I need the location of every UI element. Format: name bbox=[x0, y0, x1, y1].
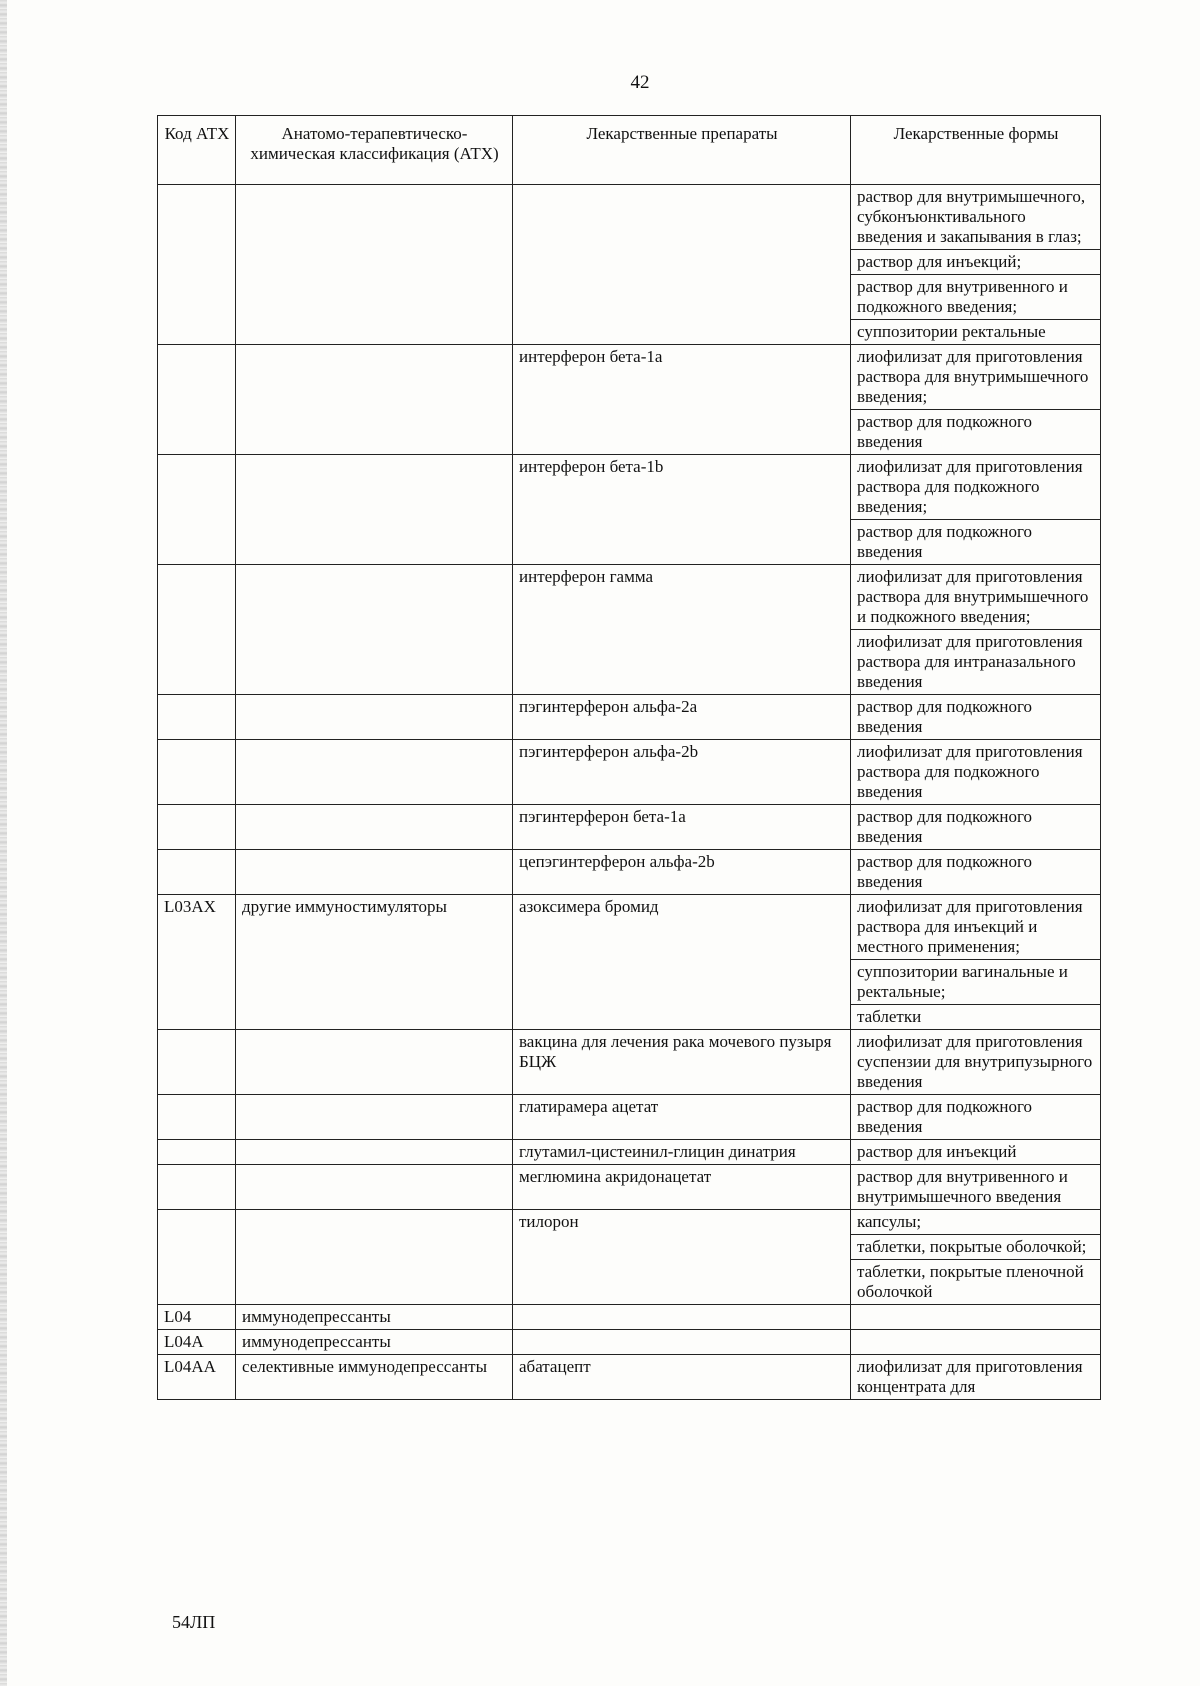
table-row bbox=[158, 850, 1101, 895]
code-cell: L04 bbox=[158, 1305, 236, 1330]
classification-cell bbox=[236, 805, 513, 850]
table-header-row bbox=[158, 116, 1101, 185]
code-cell: L04A bbox=[158, 1330, 236, 1355]
code-cell bbox=[158, 740, 236, 805]
classification-cell bbox=[236, 345, 513, 455]
table-row bbox=[158, 345, 1101, 410]
form-cell: раствор для инъекций bbox=[851, 1140, 1101, 1165]
classification-cell bbox=[236, 1095, 513, 1140]
drug-cell: интерферон бета-1a bbox=[513, 345, 851, 455]
form-cell: лиофилизат для приготовления раствора для интраназального введения bbox=[851, 630, 1101, 695]
table-row bbox=[158, 1330, 1101, 1355]
header-classification: Анатомо-терапевтическо-химическая классификация (АТХ) bbox=[236, 116, 513, 185]
table-row bbox=[158, 695, 1101, 740]
drug-cell: пэгинтерферон бета-1a bbox=[513, 805, 851, 850]
classification-cell bbox=[236, 185, 513, 345]
classification-cell bbox=[236, 1030, 513, 1095]
code-cell bbox=[158, 1210, 236, 1305]
table-body bbox=[158, 185, 1101, 1400]
form-cell: лиофилизат для приготовления суспензии для внутрипузырного введения bbox=[851, 1030, 1101, 1095]
form-cell: лиофилизат для приготовления раствора для подкожного введения bbox=[851, 740, 1101, 805]
code-cell bbox=[158, 345, 236, 455]
code-cell bbox=[158, 695, 236, 740]
page-number: 42 bbox=[630, 72, 650, 93]
classification-cell bbox=[236, 1210, 513, 1305]
form-cell: таблетки, покрытые пленочной оболочкой bbox=[851, 1260, 1101, 1305]
form-cell: лиофилизат для приготовления концентрата для bbox=[851, 1355, 1101, 1400]
code-cell bbox=[158, 1030, 236, 1095]
code-cell bbox=[158, 1095, 236, 1140]
form-cell: раствор для внутривенного и подкожного введения; bbox=[851, 275, 1101, 320]
form-cell: таблетки, покрытые оболочкой; bbox=[851, 1235, 1101, 1260]
form-cell: раствор для подкожного введения bbox=[851, 1095, 1101, 1140]
form-cell: раствор для подкожного введения bbox=[851, 805, 1101, 850]
drug-cell bbox=[513, 1330, 851, 1355]
drug-cell: глатирамера ацетат bbox=[513, 1095, 851, 1140]
code-cell bbox=[158, 455, 236, 565]
classification-cell bbox=[236, 740, 513, 805]
form-cell bbox=[851, 1305, 1101, 1330]
table-row bbox=[158, 1355, 1101, 1400]
form-cell: раствор для подкожного введения bbox=[851, 520, 1101, 565]
header-forms: Лекарственные формы bbox=[851, 116, 1101, 185]
drug-cell: глутамил-цистеинил-глицин динатрия bbox=[513, 1140, 851, 1165]
code-cell: L04AA bbox=[158, 1355, 236, 1400]
code-cell bbox=[158, 565, 236, 695]
table-row bbox=[158, 740, 1101, 805]
table-row bbox=[158, 805, 1101, 850]
drug-cell: интерферон бета-1b bbox=[513, 455, 851, 565]
form-cell: раствор для подкожного введения bbox=[851, 850, 1101, 895]
table-row bbox=[158, 1140, 1101, 1165]
code-cell: L03AX bbox=[158, 895, 236, 1030]
table-row bbox=[158, 895, 1101, 960]
drug-cell: интерферон гамма bbox=[513, 565, 851, 695]
form-cell: лиофилизат для приготовления раствора для внутримышечного и подкожного введения; bbox=[851, 565, 1101, 630]
classification-cell bbox=[236, 565, 513, 695]
header-drugs: Лекарственные препараты bbox=[513, 116, 851, 185]
table-row bbox=[158, 1030, 1101, 1095]
drug-table bbox=[157, 115, 1101, 1400]
form-cell: таблетки bbox=[851, 1005, 1101, 1030]
form-cell: капсулы; bbox=[851, 1210, 1101, 1235]
table-row bbox=[158, 1305, 1101, 1330]
header-code: Код АТХ bbox=[158, 116, 236, 185]
drug-cell: цепэгинтерферон альфа-2b bbox=[513, 850, 851, 895]
form-cell: лиофилизат для приготовления раствора для подкожного введения; bbox=[851, 455, 1101, 520]
code-cell bbox=[158, 1140, 236, 1165]
footer-code: 54ЛП bbox=[172, 1612, 216, 1632]
code-cell bbox=[158, 805, 236, 850]
form-cell: лиофилизат для приготовления раствора для инъекций и местного применения; bbox=[851, 895, 1101, 960]
drug-cell bbox=[513, 1305, 851, 1330]
classification-cell: иммунодепрессанты bbox=[236, 1330, 513, 1355]
drug-cell: меглюмина акридонацетат bbox=[513, 1165, 851, 1210]
classification-cell bbox=[236, 1140, 513, 1165]
classification-cell: иммунодепрессанты bbox=[236, 1305, 513, 1330]
code-cell bbox=[158, 1165, 236, 1210]
form-cell: суппозитории вагинальные и ректальные; bbox=[851, 960, 1101, 1005]
table-row bbox=[158, 1210, 1101, 1235]
form-cell: раствор для внутривенного и внутримышечного введения bbox=[851, 1165, 1101, 1210]
table-row bbox=[158, 565, 1101, 630]
form-cell bbox=[851, 1330, 1101, 1355]
drug-cell bbox=[513, 185, 851, 345]
form-cell: суппозитории ректальные bbox=[851, 320, 1101, 345]
drug-cell: абатацепт bbox=[513, 1355, 851, 1400]
form-cell: раствор для внутримышечного, субконъюнктивального введения и закапывания в глаз; bbox=[851, 185, 1101, 250]
form-cell: раствор для подкожного введения bbox=[851, 410, 1101, 455]
form-cell: раствор для подкожного введения bbox=[851, 695, 1101, 740]
drug-cell: пэгинтерферон альфа-2a bbox=[513, 695, 851, 740]
classification-cell bbox=[236, 455, 513, 565]
table-row bbox=[158, 185, 1101, 250]
table-row bbox=[158, 1165, 1101, 1210]
classification-cell bbox=[236, 850, 513, 895]
scan-edge bbox=[0, 0, 7, 1686]
drug-cell: вакцина для лечения рака мочевого пузыря БЦЖ bbox=[513, 1030, 851, 1095]
drug-cell: азоксимера бромид bbox=[513, 895, 851, 1030]
classification-cell bbox=[236, 695, 513, 740]
table-row bbox=[158, 455, 1101, 520]
code-cell bbox=[158, 185, 236, 345]
classification-cell: селективные иммунодепрессанты bbox=[236, 1355, 513, 1400]
classification-cell: другие иммуностимуляторы bbox=[236, 895, 513, 1030]
form-cell: раствор для инъекций; bbox=[851, 250, 1101, 275]
drug-cell: пэгинтерферон альфа-2b bbox=[513, 740, 851, 805]
table-row bbox=[158, 1095, 1101, 1140]
drug-cell: тилорон bbox=[513, 1210, 851, 1305]
form-cell: лиофилизат для приготовления раствора для внутримышечного введения; bbox=[851, 345, 1101, 410]
classification-cell bbox=[236, 1165, 513, 1210]
code-cell bbox=[158, 850, 236, 895]
